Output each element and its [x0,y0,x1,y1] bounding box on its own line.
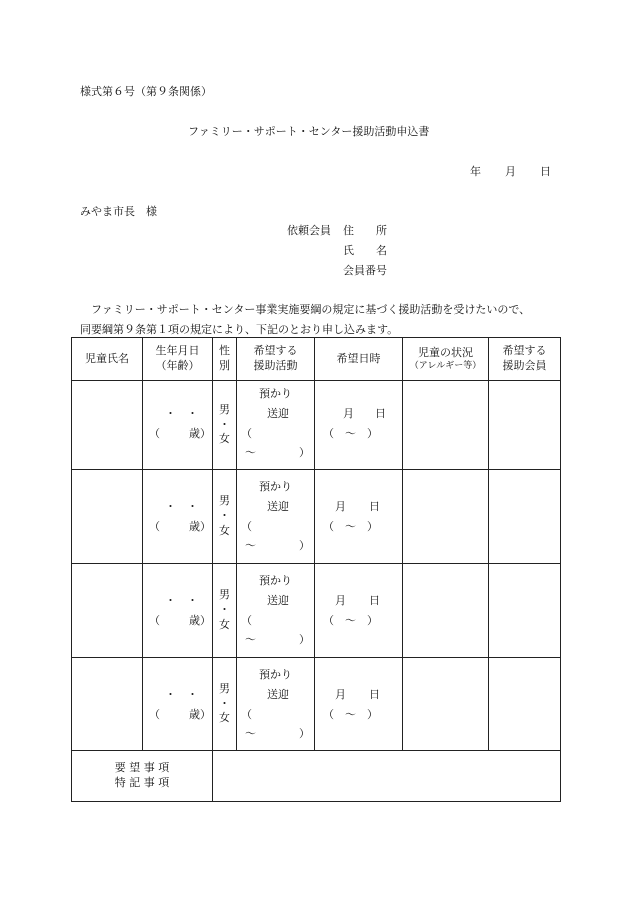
activity-cell[interactable] [237,564,315,658]
intro-line-1: ファミリー・サポート・センター事業実施要綱の規定に基づく援助活動を受けたいので、 [91,303,531,316]
header-sex-line1: 性 [219,344,230,358]
datetime-time-range: （ ～ ） [323,708,378,721]
addressee: みやま市長 様 [80,205,157,218]
header-child-status [403,338,489,381]
datetime-day: 日 [369,594,380,607]
date-day[interactable]: 日 [540,165,551,178]
activity-open-paren: （ [241,427,252,440]
header-activity-line1: 希望する [253,344,298,358]
remarks-label-line1: 要 望 事 項 [114,761,170,775]
sex-cell[interactable] [213,381,237,470]
helper-cell[interactable] [489,564,561,658]
activity-open-paren: （ [241,708,252,721]
sex-separator: ・ [219,603,230,617]
sex-separator: ・ [219,417,230,431]
header-activity [237,338,315,381]
member-number-field-label[interactable]: 会員番号 [343,264,387,277]
header-helper [489,338,561,381]
activity-tilde: ～ [245,633,256,646]
helper-cell[interactable] [489,658,561,751]
activity-open-paren: （ [241,520,252,533]
activity-childcare-option[interactable]: 預かり [259,668,292,681]
activity-transport-option[interactable]: 送迎 [267,594,289,607]
sex-separator: ・ [219,509,230,523]
sex-cell[interactable] [213,658,237,751]
datetime-cell[interactable] [315,381,403,470]
activity-cell[interactable] [237,658,315,751]
datetime-month: 月 [335,594,346,607]
form-number: 様式第６号（第９条関係） [80,85,212,98]
datetime-month: 月 [335,688,346,701]
birthdate-dots: ・ ・ [165,688,198,701]
activity-transport-option[interactable]: 送迎 [267,407,289,420]
birthdate-cell[interactable] [143,564,213,658]
activity-transport-option[interactable]: 送迎 [267,500,289,513]
child-name-cell[interactable] [72,381,143,470]
header-row [72,338,561,381]
datetime-cell[interactable] [315,658,403,751]
age-open: （ [149,614,160,627]
datetime-month: 月 [335,500,346,513]
activity-childcare-option[interactable]: 預かり [259,480,292,493]
child-name-cell[interactable] [72,564,143,658]
table-row [72,658,561,751]
male-option[interactable]: 男 [219,681,230,695]
remarks-row [72,751,561,802]
page-title: ファミリー・サポート・センター援助活動申込書 [188,125,430,138]
child-status-cell[interactable] [403,564,489,658]
activity-tilde: ～ [245,727,256,740]
age-open: （ [149,520,160,533]
age-open: （ [149,708,160,721]
remarks-label-line2: 特 記 事 項 [114,776,170,789]
sex-separator: ・ [219,696,230,710]
age-close: 歳） [189,708,211,721]
birthdate-dots: ・ ・ [165,594,198,607]
female-option[interactable]: 女 [219,617,230,631]
header-child-name: 児童氏名 [72,338,143,381]
header-birthdate-line2: （年齢） [155,359,200,372]
age-open: （ [149,427,160,440]
activity-close-paren: ） [299,633,310,646]
male-option[interactable]: 男 [219,494,230,508]
child-status-cell[interactable] [403,470,489,564]
datetime-day: 日 [369,500,380,513]
child-status-cell[interactable] [403,658,489,751]
header-helper-line1: 希望する [502,344,547,358]
table-row [72,564,561,658]
header-status-line1: 児童の状況 [418,345,473,359]
activity-childcare-option[interactable]: 預かり [259,387,292,400]
helper-cell[interactable] [489,470,561,564]
date-year[interactable]: 年 [470,165,481,178]
header-datetime: 希望日時 [315,338,403,381]
birthdate-cell[interactable] [143,470,213,564]
datetime-time-range: （ ～ ） [323,520,378,533]
activity-close-paren: ） [299,539,310,552]
activity-cell[interactable] [237,381,315,470]
datetime-time-range: （ ～ ） [323,427,378,440]
activity-tilde: ～ [245,539,256,552]
applicant-group-label: 依頼会員 [287,224,331,237]
activity-close-paren: ） [299,446,310,459]
child-name-cell[interactable] [72,658,143,751]
male-option[interactable]: 男 [219,588,230,602]
helper-cell[interactable] [489,381,561,470]
application-table [71,337,561,802]
birthdate-cell[interactable] [143,381,213,470]
birthdate-dots: ・ ・ [165,500,198,513]
table-row [72,470,561,564]
remarks-label [72,751,213,802]
table-row [72,381,561,470]
name-field-label[interactable]: 氏 名 [343,244,387,257]
datetime-day: 日 [375,407,386,420]
header-sex-line2: 別 [219,359,230,372]
age-close: 歳） [189,427,211,440]
age-close: 歳） [189,520,211,533]
datetime-time-range: （ ～ ） [323,614,378,627]
activity-tilde: ～ [245,446,256,459]
activity-cell[interactable] [237,470,315,564]
header-birthdate [143,338,213,381]
header-sex [213,338,237,381]
sex-cell[interactable] [213,470,237,564]
age-close: 歳） [189,614,211,627]
intro-line-2: 同要綱第９条第１項の規定により、下記のとおり申し込みます。 [80,323,399,336]
remarks-input[interactable] [213,751,561,802]
activity-open-paren: （ [241,614,252,627]
child-status-cell[interactable] [403,381,489,470]
datetime-cell[interactable] [315,564,403,658]
female-option[interactable]: 女 [219,711,230,725]
activity-transport-option[interactable]: 送迎 [267,688,289,701]
female-option[interactable]: 女 [219,523,230,537]
child-name-cell[interactable] [72,470,143,564]
header-activity-line2: 援助活動 [253,359,298,372]
datetime-cell[interactable] [315,470,403,564]
activity-childcare-option[interactable]: 預かり [259,574,292,587]
header-status-line2: （アレルギー等） [409,361,482,372]
header-helper-line2: 援助会員 [502,359,547,372]
address-field-label[interactable]: 住 所 [343,224,387,237]
activity-close-paren: ） [299,727,310,740]
datetime-month: 月 [343,407,354,420]
datetime-day: 日 [369,688,380,701]
sex-cell[interactable] [213,564,237,658]
male-option[interactable]: 男 [219,402,230,416]
birthdate-dots: ・ ・ [165,407,198,420]
birthdate-cell[interactable] [143,658,213,751]
female-option[interactable]: 女 [219,432,230,446]
date-month[interactable]: 月 [505,165,516,178]
header-birthdate-line1: 生年月日 [155,344,200,358]
